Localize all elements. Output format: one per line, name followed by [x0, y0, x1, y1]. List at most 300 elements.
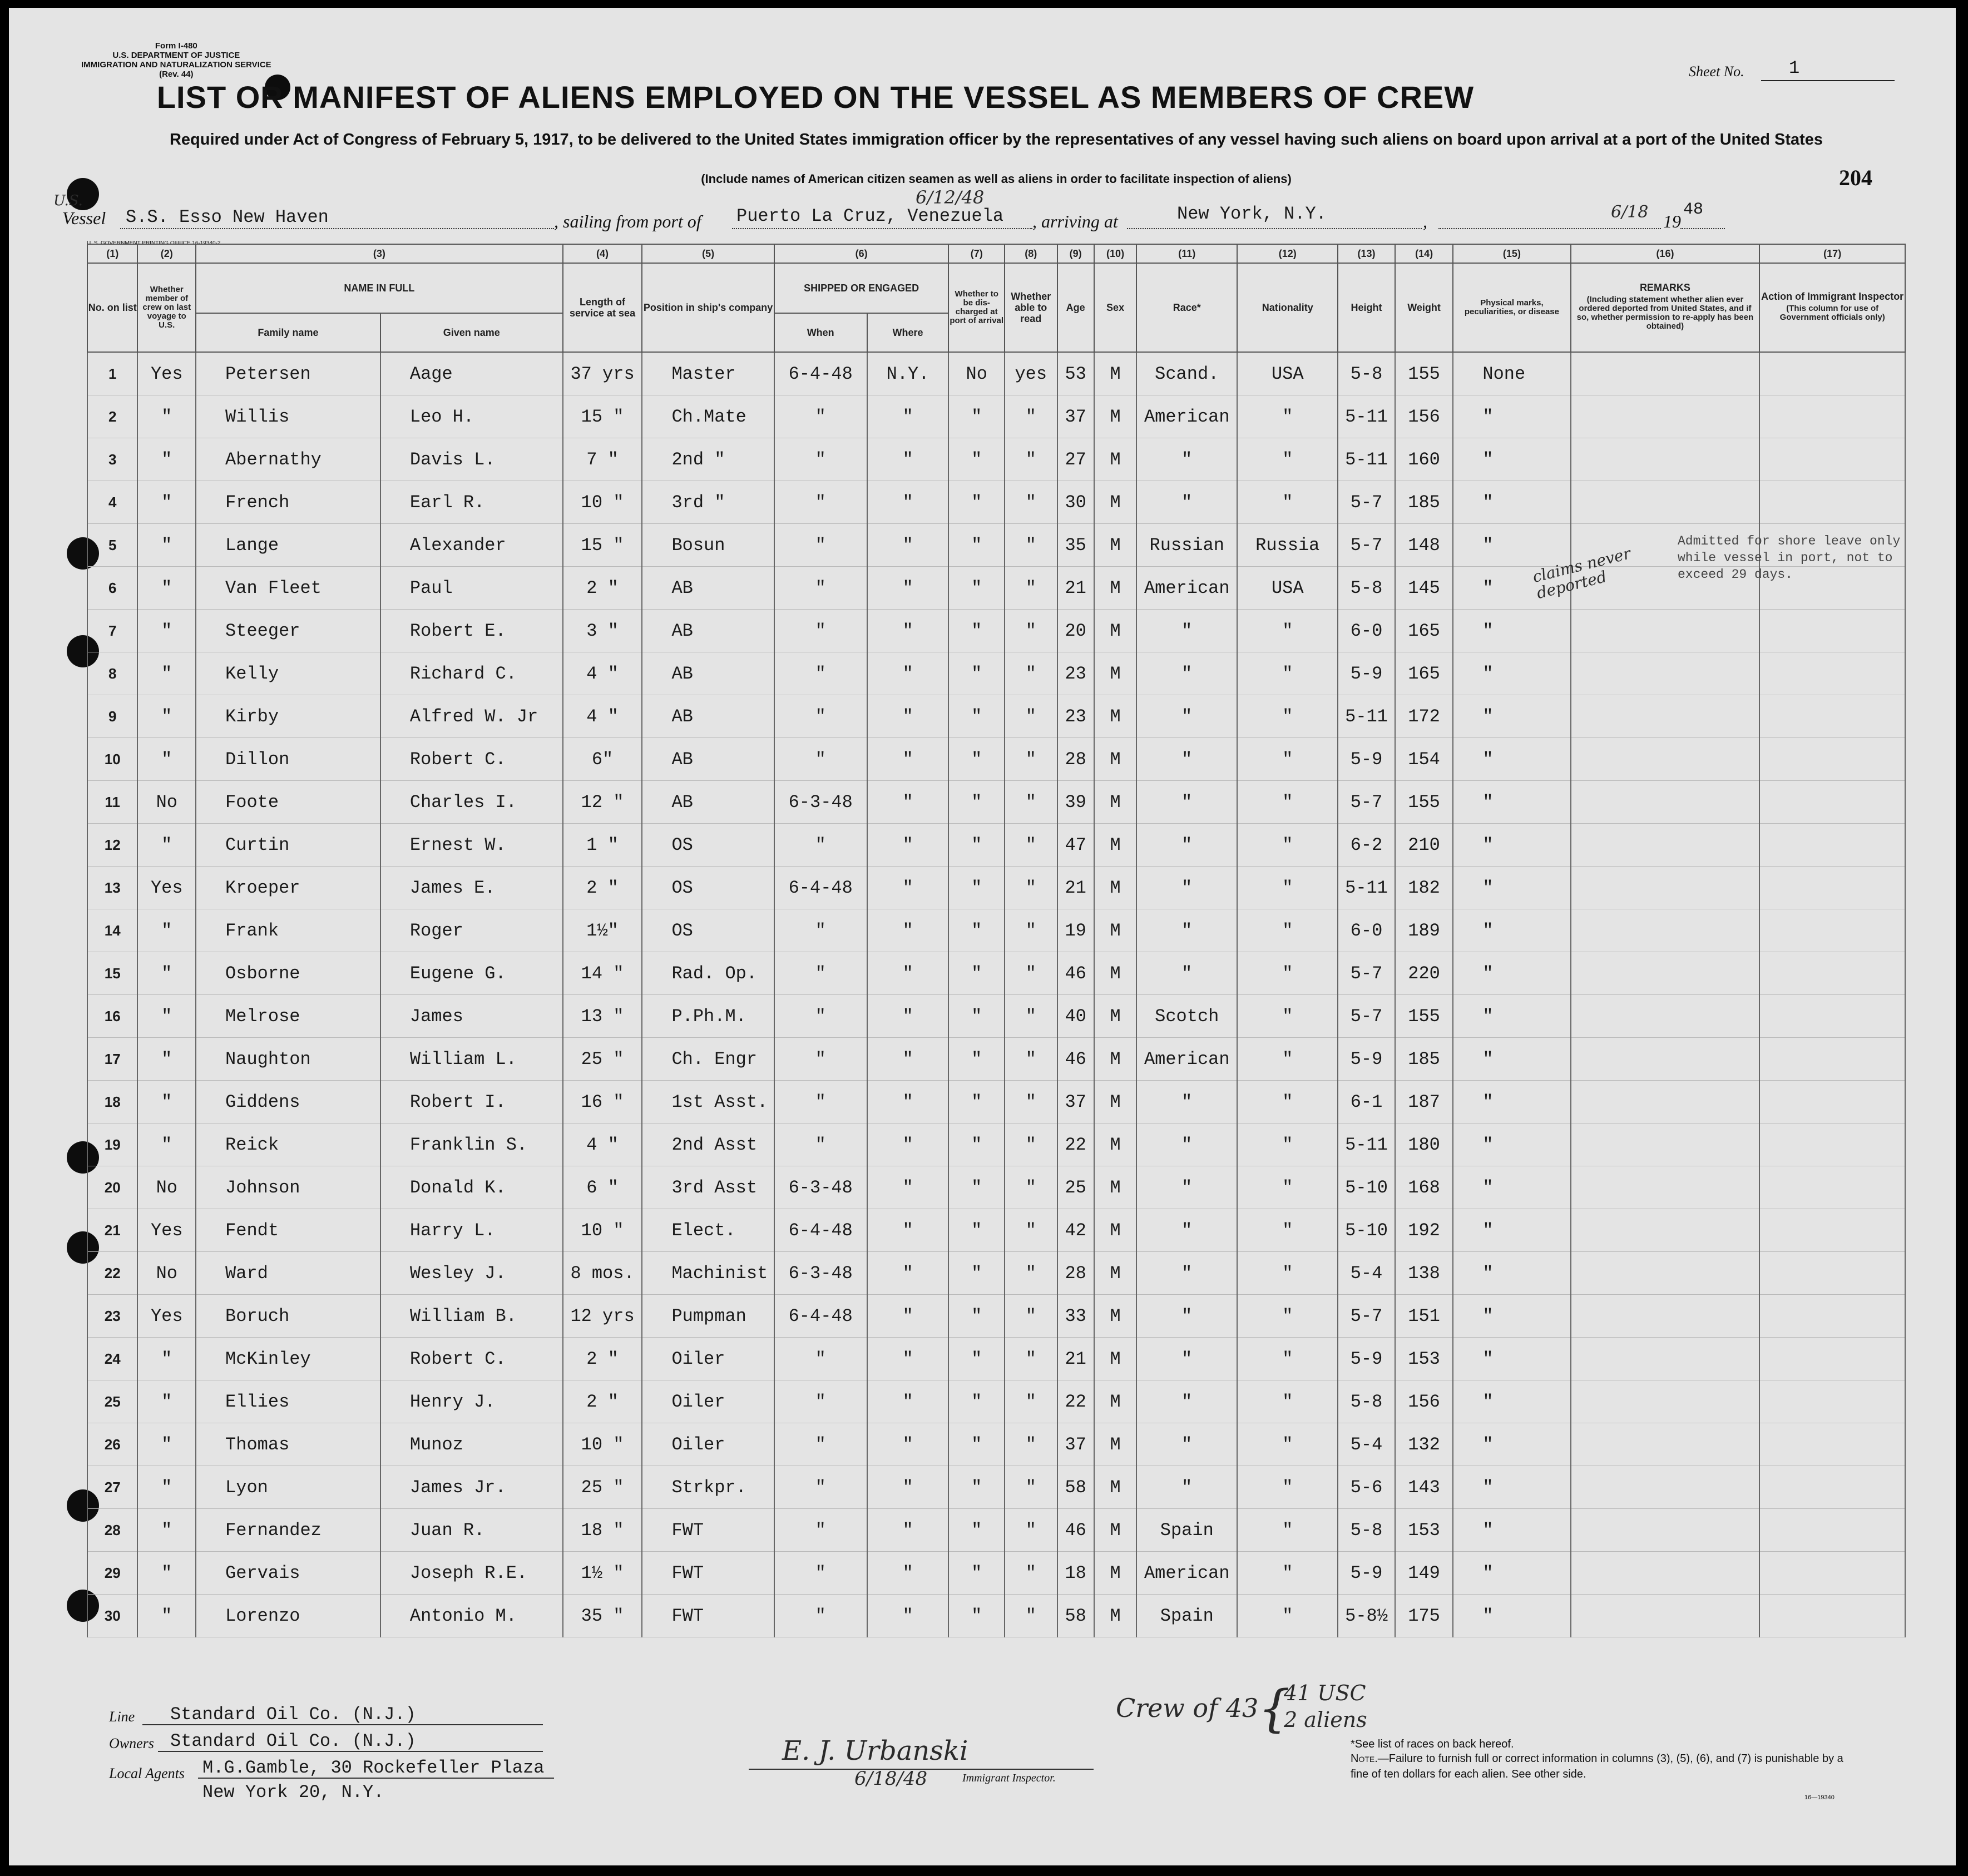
race-cell: ": [1136, 1252, 1237, 1295]
header-action: [1759, 263, 1905, 352]
sex-cell: M: [1094, 1081, 1136, 1123]
ship-position-cell: 3rd Asst: [642, 1166, 774, 1209]
age-cell: 21: [1057, 567, 1094, 610]
given-name-cell: Alexander: [380, 524, 563, 567]
last-voyage-cell: No: [137, 781, 196, 824]
revision: (Rev. 44): [159, 70, 194, 79]
race-cell: ": [1136, 695, 1237, 738]
row-number-cell: 27: [87, 1466, 137, 1509]
remarks-cell: [1571, 781, 1760, 824]
header-service: Length of service at sea: [563, 263, 642, 352]
weight-cell: 160: [1395, 438, 1453, 481]
sex-cell: M: [1094, 567, 1136, 610]
service-length-cell: 25 ": [563, 1038, 642, 1081]
weight-cell: 185: [1395, 1038, 1453, 1081]
inspector-action-cell: [1759, 438, 1905, 481]
last-voyage-cell: ": [137, 1509, 196, 1552]
age-cell: 18: [1057, 1552, 1094, 1595]
row-number-cell: 5: [87, 524, 137, 567]
subtitle: Required under Act of Congress of February 5, 1917, to be delivered to the United States immigration officer by the representatives of any vessel having such aliens on board upon arrival at a port of the United States: [169, 131, 1823, 149]
discharged-cell: ": [948, 610, 1005, 652]
weight-cell: 189: [1395, 909, 1453, 952]
height-cell: 5-7: [1338, 1295, 1395, 1338]
inspector-action-cell: [1759, 352, 1905, 395]
row-number-cell: 6: [87, 567, 137, 610]
table-row: [87, 1466, 1905, 1509]
shipped-where-cell: ": [867, 481, 949, 524]
able-to-read-cell: ": [1005, 524, 1057, 567]
nationality-cell: ": [1237, 1295, 1338, 1338]
crew-brace: {: [1258, 1680, 1290, 1738]
nationality-cell: ": [1237, 1123, 1338, 1166]
table-row: [87, 867, 1905, 909]
height-cell: 5-7: [1338, 781, 1395, 824]
last-voyage-cell: ": [137, 1466, 196, 1509]
remarks-cell: [1571, 1123, 1760, 1166]
service-length-cell: 10 ": [563, 1423, 642, 1466]
height-cell: 5-11: [1338, 438, 1395, 481]
remarks-cell: [1571, 1252, 1760, 1295]
col-num: (10): [1094, 244, 1136, 263]
crew-aliens: 2 aliens: [1284, 1707, 1367, 1732]
shipped-where-cell: ": [867, 1509, 949, 1552]
col-num: (15): [1453, 244, 1570, 263]
shipped-when-cell: ": [774, 524, 867, 567]
row-number-cell: 10: [87, 738, 137, 781]
discharged-cell: ": [948, 1552, 1005, 1595]
shipped-when-cell: ": [774, 567, 867, 610]
given-name-cell: Leo H.: [380, 395, 563, 438]
comma: ,: [1423, 211, 1427, 231]
last-voyage-cell: ": [137, 652, 196, 695]
table-row: [87, 1081, 1905, 1123]
ship-position-cell: 1st Asst.: [642, 1081, 774, 1123]
physical-marks-cell: ": [1453, 824, 1570, 867]
inspector-action-cell: [1759, 1081, 1905, 1123]
service-length-cell: 25 ": [563, 1466, 642, 1509]
race-cell: ": [1136, 952, 1237, 995]
header-no: No. on list: [87, 263, 137, 352]
able-to-read-cell: ": [1005, 995, 1057, 1038]
ship-position-cell: FWT: [642, 1509, 774, 1552]
inspector-action-cell: [1759, 1423, 1905, 1466]
discharged-cell: ": [948, 1038, 1005, 1081]
service-length-cell: 12 yrs: [563, 1295, 642, 1338]
physical-marks-cell: ": [1453, 1380, 1570, 1423]
form-number: Form I-480: [155, 41, 197, 51]
able-to-read-cell: ": [1005, 738, 1057, 781]
physical-marks-cell: ": [1453, 909, 1570, 952]
row-number-cell: 4: [87, 481, 137, 524]
age-cell: 53: [1057, 352, 1094, 395]
discharged-cell: ": [948, 781, 1005, 824]
sheet-number: 1: [1789, 58, 1800, 78]
given-name-cell: William B.: [380, 1295, 563, 1338]
age-cell: 33: [1057, 1295, 1094, 1338]
last-voyage-cell: ": [137, 567, 196, 610]
ship-position-cell: Pumpman: [642, 1295, 774, 1338]
weight-cell: 182: [1395, 867, 1453, 909]
header-when: When: [774, 313, 867, 352]
able-to-read-cell: ": [1005, 695, 1057, 738]
height-cell: 5-10: [1338, 1209, 1395, 1252]
weight-cell: 210: [1395, 824, 1453, 867]
family-name-cell: Giddens: [196, 1081, 380, 1123]
row-number-cell: 29: [87, 1552, 137, 1595]
able-to-read-cell: ": [1005, 481, 1057, 524]
family-name-cell: Naughton: [196, 1038, 380, 1081]
race-cell: ": [1136, 867, 1237, 909]
ship-position-cell: Oiler: [642, 1423, 774, 1466]
table-row: [87, 1552, 1905, 1595]
inspector-action-cell: [1759, 1552, 1905, 1595]
race-cell: ": [1136, 1166, 1237, 1209]
race-cell: ": [1136, 1295, 1237, 1338]
sex-cell: M: [1094, 1466, 1136, 1509]
remarks-cell: [1571, 867, 1760, 909]
header-nationality: Nationality: [1237, 263, 1338, 352]
service-length-cell: 4 ": [563, 1123, 642, 1166]
weight-cell: 145: [1395, 567, 1453, 610]
family-name-cell: Kroeper: [196, 867, 380, 909]
family-name-cell: Melrose: [196, 995, 380, 1038]
last-voyage-cell: ": [137, 524, 196, 567]
age-cell: 27: [1057, 438, 1094, 481]
shipped-when-cell: ": [774, 610, 867, 652]
sex-cell: M: [1094, 695, 1136, 738]
age-cell: 58: [1057, 1466, 1094, 1509]
height-cell: 5-9: [1338, 1552, 1395, 1595]
shipped-when-cell: ": [774, 824, 867, 867]
able-to-read-cell: yes: [1005, 352, 1057, 395]
sex-cell: M: [1094, 1252, 1136, 1295]
shipped-when-cell: 6-4-48: [774, 867, 867, 909]
header-remarks: [1571, 263, 1760, 352]
table-row: [87, 1166, 1905, 1209]
height-cell: 5-6: [1338, 1466, 1395, 1509]
given-name-cell: Robert I.: [380, 1081, 563, 1123]
discharged-cell: ": [948, 1252, 1005, 1295]
height-cell: 5-7: [1338, 524, 1395, 567]
table-row: [87, 695, 1905, 738]
remarks-cell: [1571, 824, 1760, 867]
shipped-where-cell: ": [867, 952, 949, 995]
shipped-when-cell: ": [774, 1595, 867, 1637]
last-voyage-cell: Yes: [137, 867, 196, 909]
remarks-cell: [1571, 738, 1760, 781]
height-cell: 6-0: [1338, 610, 1395, 652]
nationality-cell: ": [1237, 481, 1338, 524]
remarks-cell: [1571, 1209, 1760, 1252]
height-cell: 5-7: [1338, 952, 1395, 995]
family-name-cell: Reick: [196, 1123, 380, 1166]
age-cell: 20: [1057, 610, 1094, 652]
given-name-cell: Charles I.: [380, 781, 563, 824]
agents-line1: M.G.Gamble, 30 Rockefeller Plaza: [202, 1758, 545, 1778]
sex-cell: M: [1094, 738, 1136, 781]
year-label: 19: [1663, 211, 1681, 231]
remarks-cell: [1571, 652, 1760, 695]
able-to-read-cell: ": [1005, 1038, 1057, 1081]
shipped-where-cell: ": [867, 781, 949, 824]
service-length-cell: 6": [563, 738, 642, 781]
weight-cell: 143: [1395, 1466, 1453, 1509]
sailing-field-line: [732, 228, 1032, 229]
remarks-cell: [1571, 1295, 1760, 1338]
age-cell: 37: [1057, 1423, 1094, 1466]
service-length-cell: 10 ": [563, 481, 642, 524]
sex-cell: M: [1094, 1166, 1136, 1209]
race-cell: Russian: [1136, 524, 1237, 567]
last-voyage-cell: ": [137, 824, 196, 867]
able-to-read-cell: ": [1005, 952, 1057, 995]
row-number-cell: 19: [87, 1123, 137, 1166]
ship-position-cell: 2nd Asst: [642, 1123, 774, 1166]
nationality-cell: ": [1237, 1552, 1338, 1595]
height-cell: 5-9: [1338, 652, 1395, 695]
height-cell: 6-2: [1338, 824, 1395, 867]
col-num: (11): [1136, 244, 1237, 263]
shipped-when-cell: ": [774, 1123, 867, 1166]
table-row: [87, 824, 1905, 867]
sex-cell: M: [1094, 438, 1136, 481]
race-cell: American: [1136, 1038, 1237, 1081]
nationality-cell: ": [1237, 1423, 1338, 1466]
discharged-cell: ": [948, 1595, 1005, 1637]
shipped-when-cell: ": [774, 1081, 867, 1123]
shipped-when-cell: 6-4-48: [774, 1295, 867, 1338]
table-row: [87, 1423, 1905, 1466]
discharged-cell: ": [948, 395, 1005, 438]
physical-marks-cell: ": [1453, 1252, 1570, 1295]
inspector-action-cell: [1759, 781, 1905, 824]
remarks-cell: [1571, 1552, 1760, 1595]
service-length-cell: 13 ": [563, 995, 642, 1038]
height-cell: 6-1: [1338, 1081, 1395, 1123]
service-length-cell: 16 ": [563, 1081, 642, 1123]
header-read: Whether able to read: [1005, 263, 1057, 352]
age-cell: 23: [1057, 652, 1094, 695]
able-to-read-cell: ": [1005, 781, 1057, 824]
shipped-when-cell: 6-4-48: [774, 352, 867, 395]
table-row: [87, 1295, 1905, 1338]
last-voyage-cell: No: [137, 1252, 196, 1295]
header-member: Whether member of crew on last voyage to U.S.: [137, 263, 196, 352]
age-cell: 25: [1057, 1166, 1094, 1209]
table-row: [87, 738, 1905, 781]
family-name-cell: Fernandez: [196, 1509, 380, 1552]
sex-cell: M: [1094, 395, 1136, 438]
race-cell: ": [1136, 1209, 1237, 1252]
given-name-cell: James E.: [380, 867, 563, 909]
nationality-cell: ": [1237, 995, 1338, 1038]
weight-cell: 165: [1395, 610, 1453, 652]
ship-position-cell: P.Ph.M.: [642, 995, 774, 1038]
nationality-cell: ": [1237, 1595, 1338, 1637]
row-number-cell: 17: [87, 1038, 137, 1081]
header-given: Given name: [380, 313, 563, 352]
given-name-cell: Alfred W. Jr: [380, 695, 563, 738]
service-length-cell: 7 ": [563, 438, 642, 481]
weight-cell: 151: [1395, 1295, 1453, 1338]
inspector-action-cell: [1759, 395, 1905, 438]
sex-cell: M: [1094, 952, 1136, 995]
race-cell: Scand.: [1136, 352, 1237, 395]
service-name: IMMIGRATION AND NATURALIZATION SERVICE: [81, 60, 271, 70]
discharged-cell: ": [948, 652, 1005, 695]
shipped-when-cell: ": [774, 695, 867, 738]
col-num: (14): [1395, 244, 1453, 263]
physical-marks-cell: ": [1453, 524, 1570, 567]
ship-position-cell: AB: [642, 781, 774, 824]
ship-position-cell: 3rd ": [642, 481, 774, 524]
row-number-cell: 13: [87, 867, 137, 909]
family-name-cell: Kelly: [196, 652, 380, 695]
nationality-cell: ": [1237, 395, 1338, 438]
table-row: [87, 610, 1905, 652]
discharged-cell: ": [948, 824, 1005, 867]
inspector-signature: E. J. Urbanski: [782, 1735, 968, 1766]
shipped-when-cell: ": [774, 909, 867, 952]
family-name-cell: Boruch: [196, 1295, 380, 1338]
service-length-cell: 8 mos.: [563, 1252, 642, 1295]
discharged-cell: ": [948, 1123, 1005, 1166]
col-num: (9): [1057, 244, 1094, 263]
remarks-cell: [1571, 995, 1760, 1038]
table-row: [87, 481, 1905, 524]
shipped-where-cell: ": [867, 1552, 949, 1595]
ship-position-cell: Ch. Engr: [642, 1038, 774, 1081]
height-cell: 5-8: [1338, 1509, 1395, 1552]
col-num: (8): [1005, 244, 1057, 263]
header-marks: Physical marks, peculiarities, or disease: [1453, 263, 1570, 352]
sex-cell: M: [1094, 1209, 1136, 1252]
inspector-action-cell: [1759, 1295, 1905, 1338]
print-code: 16—19340: [1804, 1794, 1835, 1801]
age-cell: 46: [1057, 1509, 1094, 1552]
header-where: Where: [867, 313, 949, 352]
height-cell: 5-11: [1338, 1123, 1395, 1166]
given-name-cell: Munoz: [380, 1423, 563, 1466]
given-name-cell: Henry J.: [380, 1380, 563, 1423]
nationality-cell: ": [1237, 1380, 1338, 1423]
row-number-cell: 9: [87, 695, 137, 738]
height-cell: 5-8: [1338, 1380, 1395, 1423]
physical-marks-cell: ": [1453, 1552, 1570, 1595]
able-to-read-cell: ": [1005, 1166, 1057, 1209]
row-number-cell: 20: [87, 1166, 137, 1209]
physical-marks-cell: ": [1453, 952, 1570, 995]
sheet-underline: [1761, 80, 1895, 81]
shipped-where-cell: ": [867, 695, 949, 738]
weight-cell: 155: [1395, 995, 1453, 1038]
line-label: Line: [109, 1709, 135, 1725]
header-age: Age: [1057, 263, 1094, 352]
ship-position-cell: AB: [642, 610, 774, 652]
given-name-cell: Robert C.: [380, 738, 563, 781]
given-name-cell: Wesley J.: [380, 1252, 563, 1295]
sex-cell: M: [1094, 1423, 1136, 1466]
service-length-cell: 18 ": [563, 1509, 642, 1552]
inspector-action-cell: [1759, 1252, 1905, 1295]
physical-marks-cell: ": [1453, 1423, 1570, 1466]
shipped-where-cell: ": [867, 1423, 949, 1466]
weight-cell: 192: [1395, 1209, 1453, 1252]
able-to-read-cell: ": [1005, 1295, 1057, 1338]
service-length-cell: 1½": [563, 909, 642, 952]
remarks-cell: [1571, 952, 1760, 995]
height-cell: 5-8: [1338, 352, 1395, 395]
height-cell: 5-4: [1338, 1252, 1395, 1295]
discharged-cell: ": [948, 1466, 1005, 1509]
owners-label: Owners: [109, 1735, 154, 1751]
last-voyage-cell: ": [137, 610, 196, 652]
age-cell: 30: [1057, 481, 1094, 524]
last-voyage-cell: ": [137, 481, 196, 524]
given-name-cell: Juan R.: [380, 1509, 563, 1552]
table-row: [87, 1252, 1905, 1295]
last-voyage-cell: ": [137, 1423, 196, 1466]
col-num: (17): [1759, 244, 1905, 263]
shipped-where-cell: ": [867, 1295, 949, 1338]
race-cell: American: [1136, 395, 1237, 438]
inspector-action-cell: [1759, 1166, 1905, 1209]
shipped-where-cell: ": [867, 610, 949, 652]
table-row: [87, 652, 1905, 695]
shipped-when-cell: 6-3-48: [774, 1252, 867, 1295]
ship-position-cell: Bosun: [642, 524, 774, 567]
weight-cell: 156: [1395, 1380, 1453, 1423]
inspector-action-cell: [1759, 824, 1905, 867]
crew-usc: 41 USC: [1284, 1681, 1366, 1705]
service-length-cell: 10 ": [563, 1209, 642, 1252]
shipped-when-cell: 6-3-48: [774, 1166, 867, 1209]
shipped-when-cell: ": [774, 1552, 867, 1595]
height-cell: 5-11: [1338, 867, 1395, 909]
table-row: [87, 438, 1905, 481]
height-cell: 5-9: [1338, 1338, 1395, 1380]
able-to-read-cell: ": [1005, 867, 1057, 909]
physical-marks-cell: ": [1453, 481, 1570, 524]
nationality-cell: ": [1237, 824, 1338, 867]
vessel-field-line: [120, 228, 554, 229]
shipped-where-cell: ": [867, 1038, 949, 1081]
header-row: [87, 263, 1905, 313]
nationality-cell: USA: [1237, 567, 1338, 610]
age-cell: 46: [1057, 952, 1094, 995]
family-name-cell: Kirby: [196, 695, 380, 738]
row-number-cell: 8: [87, 652, 137, 695]
shipped-when-cell: ": [774, 481, 867, 524]
owners-value: Standard Oil Co. (N.J.): [170, 1731, 416, 1751]
remarks-cell: [1571, 610, 1760, 652]
family-name-cell: Abernathy: [196, 438, 380, 481]
age-cell: 21: [1057, 1338, 1094, 1380]
discharged-cell: ": [948, 738, 1005, 781]
nationality-cell: ": [1237, 1038, 1338, 1081]
ship-position-cell: OS: [642, 909, 774, 952]
table-row: [87, 1338, 1905, 1380]
family-name-cell: Lorenzo: [196, 1595, 380, 1637]
service-length-cell: 15 ": [563, 395, 642, 438]
weight-cell: 172: [1395, 695, 1453, 738]
ship-position-cell: OS: [642, 824, 774, 867]
sex-cell: M: [1094, 1295, 1136, 1338]
table-row: [87, 1509, 1905, 1552]
discharged-cell: ": [948, 695, 1005, 738]
fine-note: [1351, 1751, 1851, 1782]
row-number-cell: 24: [87, 1338, 137, 1380]
